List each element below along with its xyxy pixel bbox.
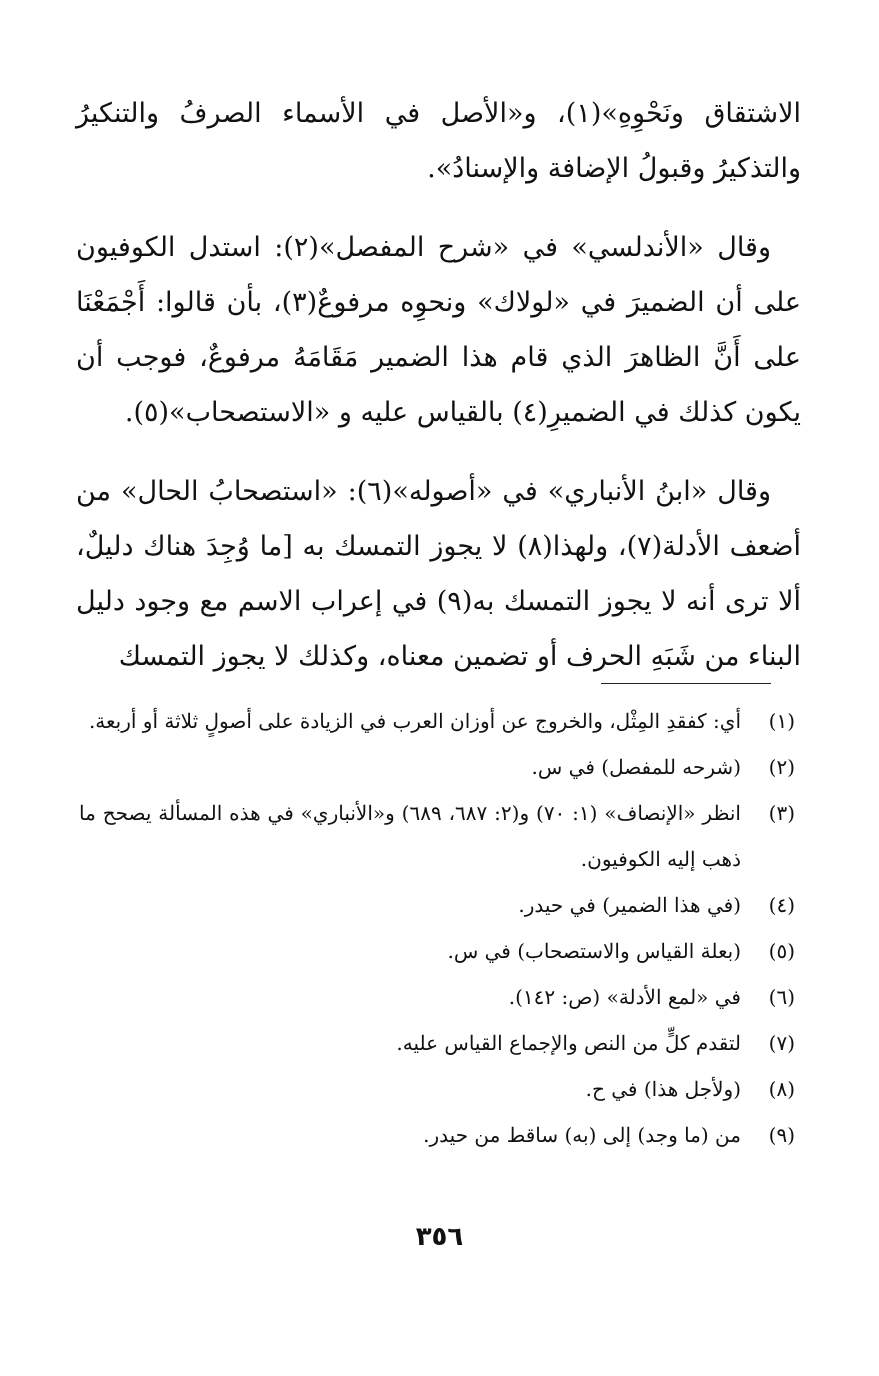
footnote — [79, 882, 795, 928]
footnote-text: لتقدم كلٍّ من النص والإجماع القياس عليه. — [396, 1031, 741, 1055]
footnote — [79, 928, 795, 974]
paragraph-gap — [76, 196, 801, 220]
footnote-number: (٨) — [768, 1077, 795, 1101]
footnote-text: (بعلة القياس والاستصحاب) في س. — [447, 939, 741, 963]
paragraph-2: وقال «الأندلسي» في «شرح المفصل»(٢): استدل الكوفيون على أن الضميرَ في «لولاك» ونحوِه مرفوعٌ(٣)، بأن قالوا: أَجْمَعْنَا على أَنَّ الظاهرَ الذي قام هذا الضمير مَقَامَهُ مرفوعٌ، فوجب أن يكون كذلك في الضميرِ(٤) بالقياس عليه و «الاستصحاب»(٥). — [76, 232, 802, 428]
page-number: ٣٥٦ — [415, 1222, 464, 1252]
footnote-number: (٧) — [768, 1031, 795, 1055]
footnote-text: (شرحه للمفصل) في س. — [531, 755, 741, 779]
footnote-separator — [601, 683, 771, 684]
footnote — [79, 744, 795, 790]
footnote — [79, 1112, 795, 1158]
footnote-text: (في هذا الضمير) في حيدر. — [518, 893, 741, 917]
footnote — [79, 790, 795, 882]
paragraph-3: وقال «ابنُ الأنباري» في «أصوله»(٦): «استصحابُ الحال» من أضعف الأدلة(٧)، ولهذا(٨) لا يجوز التمسك به [ما وُجِدَ هناك دليلٌ، ألا ترى أنه لا يجوز التمسك به(٩) في إعراب الاسم مع وجود دليل البناء من شَبَهِ الحرف أو تضمين معناه، وكذلك لا يجوز التمسك — [76, 476, 801, 672]
paragraph-1: الاشتقاق ونَحْوِهِ»(١)، و«الأصل في الأسماء الصرفُ والتنكيرُ والتذكيرُ وقبولُ الإضافة والإسنادُ». — [76, 98, 801, 184]
footnote-number: (١) — [768, 709, 795, 733]
footnote-text: انظر «الإنصاف» (١: ٧٠) و(٢: ٦٨٧، ٦٨٩) و«الأنباري» في هذه المسألة يصحح ما ذهب إليه الكوفيون. — [79, 801, 741, 871]
footnote-text: في «لمع الأدلة» (ص: ١٤٢). — [508, 985, 741, 1009]
footnote-text: (ولأجل هذا) في ح. — [585, 1077, 741, 1101]
footnotes — [79, 698, 795, 1158]
footnote-text: أي: كفقدِ المِثْل، والخروج عن أوزان العرب في الزيادة على أصولٍ ثلاثة أو أربعة. — [88, 709, 741, 733]
footnote-text: من (ما وجد) إلى (به) ساقط من حيدر. — [423, 1123, 741, 1147]
footnote-number: (٤) — [768, 893, 795, 917]
paragraph-gap — [76, 440, 801, 464]
footnote-number: (٩) — [768, 1123, 795, 1147]
footnote-number: (٢) — [768, 755, 795, 779]
main-text — [76, 86, 801, 684]
footnote — [79, 698, 795, 744]
footnote-number: (٦) — [768, 985, 795, 1009]
footnote-number: (٥) — [768, 939, 795, 963]
footnote — [79, 1020, 795, 1066]
footnote — [79, 974, 795, 1020]
footnote — [79, 1066, 795, 1112]
footnote-number: (٣) — [768, 801, 795, 825]
